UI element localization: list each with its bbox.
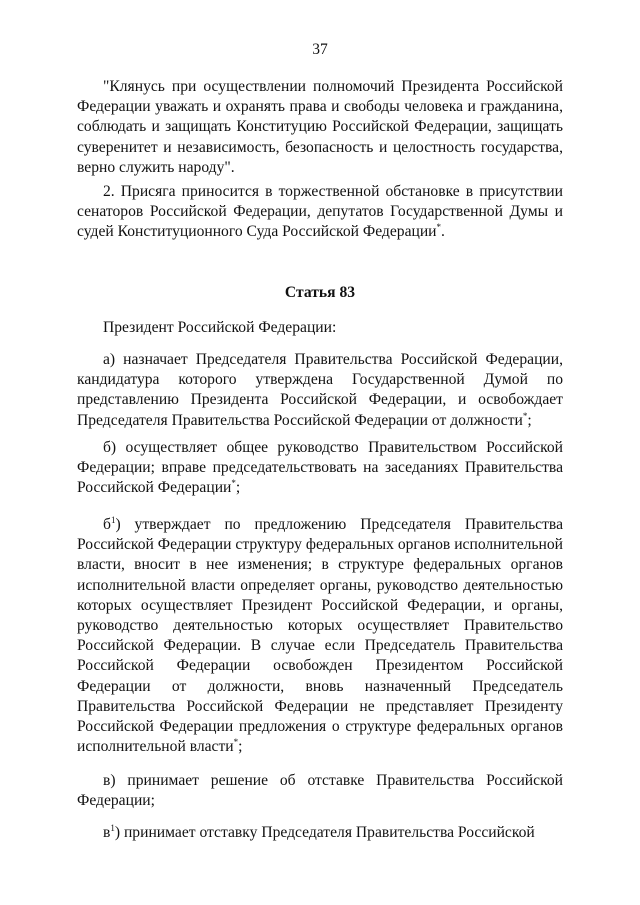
item-b1-line (77, 515, 563, 757)
item-a (77, 350, 563, 431)
item-v1 (77, 823, 563, 843)
item-b1-prefix: б (103, 516, 111, 533)
article-heading: Статья 83 (284, 284, 356, 301)
item-b1-end: ; (238, 738, 243, 756)
item-v1-line (77, 823, 563, 843)
item-b1-text: ) утверждает по предложению Председателя Правительства Российской Федерации структуру федеральных органов исполнительной власти, вносит в нее изменения; в структуре федеральных органов исполнительной власти определяет органы, руководство деятельностью которых осуществляет Президент Российской Федерации, и органы, руководство деятельностью которых осуществляет Правительство Российской Федерации. В случае если Председатель Правительства Российской Федерации освобожден Президентом Российской Федерации от должности, вновь назначенный Председатель Правительства Российской Федерации не представляет Президенту Российской Федерации предложения о структуре федеральных органов исполнительной власти (77, 516, 563, 756)
paragraph-2 (77, 182, 563, 243)
item-b-end: ; (235, 479, 241, 497)
item-b-text: б) осуществляет общее руководство Правительством Российской Федерации; вправе председательствовать на заседаниях Правительства Российской Федерации (77, 439, 563, 497)
paragraph-2-line (77, 182, 563, 243)
footnote-mark: * (233, 737, 239, 748)
item-b1 (77, 515, 563, 757)
page-number: 37 (312, 41, 328, 58)
item-v (77, 771, 563, 811)
intro-text: Президент Российской Федерации: (103, 319, 337, 336)
item-a-text: а) назначает Председателя Правительства Российской Федерации, кандидатура которого утверждена Государственной Думой по представлению Президента Российской Федерации, и освобождает Председателя Правительства Российской Федерации от должности (77, 351, 563, 429)
item-a-end: ; (527, 411, 532, 429)
footnote-mark: * (522, 410, 528, 421)
oath-text: "Клянусь при осуществлении полномочий Президента Российской Федерации уважать и охранять права и свободы человека и гражданина, соблюдать и защищать Конституцию Российской Федерации, защищать суверенитет и независимость, безопасность и целостность государства, верно служить народу". (77, 78, 563, 176)
item-b (77, 438, 563, 499)
item-b1-superscript: 1 (110, 514, 116, 525)
item-v-text: в) принимает решение об отставке Правительства Российской Федерации; (77, 772, 563, 810)
item-b-line (77, 438, 563, 499)
footnote-mark: * (231, 478, 236, 489)
oath-paragraph (77, 77, 563, 178)
item-a-line (77, 350, 563, 431)
footnote-mark: * (436, 222, 442, 233)
paragraph-2-text: 2. Присяга приносится в торжественной обстановке в присутствии сенаторов Российской Федерации, депутатов Государственной Думы и судей Конституционного Суда Российской Федерации (77, 183, 563, 241)
paragraph-2-end: . (441, 223, 445, 241)
item-v1-text: ) принимает отставку Председателя Правительства Российской (114, 824, 535, 841)
item-v1-superscript: 1 (110, 822, 115, 833)
intro-paragraph (77, 318, 563, 338)
item-v1-prefix: в (103, 824, 111, 841)
